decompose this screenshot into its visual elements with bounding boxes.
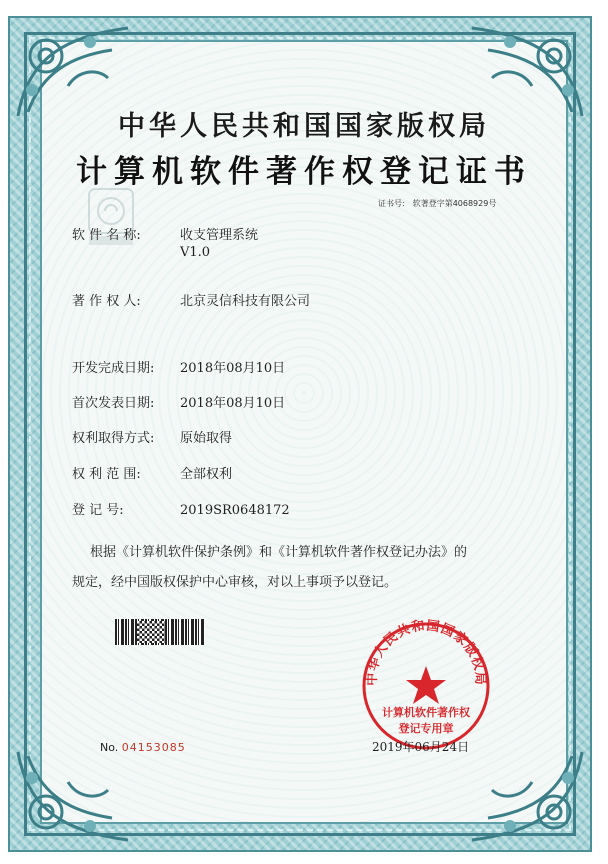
barcode	[115, 619, 205, 645]
software-name-value: 收支管理系统	[180, 228, 259, 243]
scope-value: 全部权利	[180, 467, 233, 482]
dev-date-value: 2018年08月10日	[180, 361, 286, 376]
field-dev-date	[72, 357, 285, 376]
acquire-method-value: 原始取得	[180, 431, 233, 446]
serial-number-label: No.	[100, 741, 119, 754]
field-publish-date	[72, 392, 285, 411]
issue-date: 2019年06月24日	[372, 740, 470, 754]
copyright-owner-label: 著 作 权 人:	[72, 294, 141, 309]
serial-number	[100, 741, 186, 754]
acquire-method-label: 权利取得方式:	[72, 431, 155, 446]
official-seal	[356, 616, 496, 756]
registration-number-label: 登 记 号:	[72, 503, 124, 518]
registration-number-value: 2019SR0648172	[180, 503, 290, 518]
statement-line-2: 规定，经中国版权保护中心审核，对以上事项予以登记。	[72, 575, 398, 590]
corner-ornament-bottom-left	[8, 742, 138, 852]
statement-line-1: 根据《计算机软件保护条例》和《计算机软件著作权登记办法》的	[90, 545, 468, 560]
certificate-number-label: 证书号:	[378, 199, 405, 208]
copyright-owner-value: 北京灵信科技有限公司	[180, 294, 311, 309]
dev-date-label: 开发完成日期:	[72, 361, 155, 376]
issuer-title: 中华人民共和国国家版权局	[118, 111, 490, 142]
seal-text-line-1: 计算机软件著作权	[382, 706, 470, 719]
corner-ornament-bottom-right	[462, 742, 592, 852]
seal-text-line-2: 登记专用章	[398, 722, 454, 735]
qr-code	[137, 621, 165, 643]
field-registration-number	[72, 499, 290, 518]
certificate-number	[378, 198, 504, 209]
software-version: V1.0	[180, 245, 211, 260]
statement-paragraph	[72, 538, 542, 598]
publish-date-label: 首次发表日期:	[72, 396, 155, 411]
certificate-number-value: 软著登字第4068929号	[412, 199, 497, 208]
certificate-title: 计算机软件著作权登记证书	[76, 154, 532, 190]
seal-ring-text: 中华人民共和国国家版权局	[364, 618, 488, 686]
software-name-label: 软 件 名 称:	[72, 228, 141, 243]
field-copyright-owner	[72, 290, 310, 309]
field-acquire-method	[72, 427, 232, 446]
field-software-name	[72, 224, 258, 260]
scope-label: 权 利 范 围:	[72, 467, 141, 482]
field-scope	[72, 463, 232, 482]
serial-number-value: 04153085	[121, 741, 186, 754]
publish-date-value: 2018年08月10日	[180, 396, 286, 411]
